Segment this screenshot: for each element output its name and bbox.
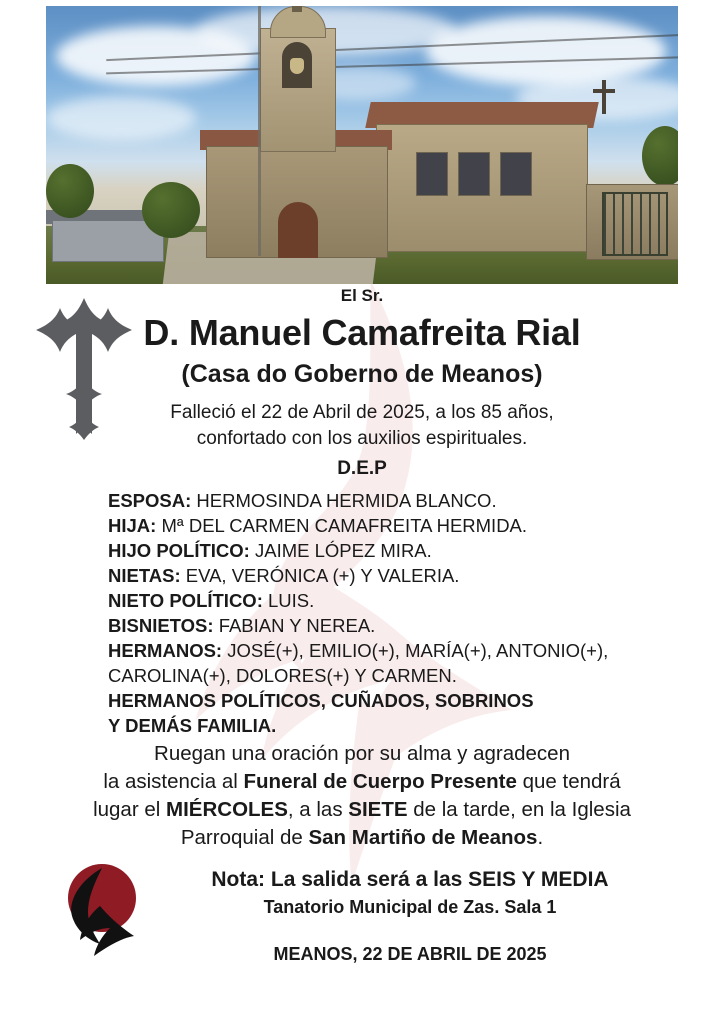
- death-line-2: confortado con los auxilios espirituales.: [196, 428, 528, 449]
- deceased-name: D. Manuel Camafreita Rial: [143, 312, 581, 353]
- family-label: HERMANOS POLÍTICOS, CUÑADOS, SOBRINOS: [108, 690, 534, 711]
- family-list: [108, 488, 628, 738]
- prayer-line-3-e: de la tarde, en la Iglesia: [407, 798, 631, 821]
- prayer-line-2-a: la asistencia al: [103, 770, 244, 793]
- prayer-line-4-c: .: [537, 826, 544, 849]
- dep-label: D.E.P: [337, 458, 387, 479]
- prayer-line-4-a: Parroquial de: [180, 826, 309, 849]
- funeral-day: MIÉRCOLES: [166, 798, 288, 821]
- funeral-announcement: [60, 740, 664, 852]
- family-row: [108, 613, 628, 638]
- prayer-line-3: [60, 796, 664, 824]
- family-row: [108, 488, 628, 513]
- prayer-line-3-c: , a las: [287, 798, 349, 821]
- family-row: [108, 663, 628, 688]
- departure-note: [150, 866, 670, 920]
- funeral-home: Tanatorio Municipal de Zas. Sala 1: [263, 897, 557, 917]
- church-photo: [46, 6, 678, 284]
- prayer-line-3-a: lugar el: [93, 798, 167, 821]
- family-label: HERMANOS:: [108, 640, 223, 661]
- family-value: EVA, VERÓNICA (+) Y VALERIA.: [185, 565, 460, 586]
- family-label: HIJO POLÍTICO:: [108, 540, 250, 561]
- family-row: [108, 538, 628, 563]
- family-label: NIETO POLÍTICO:: [108, 590, 263, 611]
- family-row: [108, 563, 628, 588]
- family-row: [108, 513, 628, 538]
- family-label: BISNIETOS:: [108, 615, 214, 636]
- family-value: CAROLINA(+), DOLORES(+) Y CARMEN.: [108, 665, 457, 686]
- funeral-time: SIETE: [348, 798, 408, 821]
- prayer-line-2-c: que tendrá: [516, 770, 621, 793]
- house-name: (Casa do Goberno de Meanos): [181, 360, 543, 388]
- family-value: JOSÉ(+), EMILIO(+), MARÍA(+), ANTONIO(+),: [227, 640, 609, 661]
- family-row: [108, 688, 628, 713]
- departure-time: Nota: La salida será a las SEIS Y MEDIA: [211, 868, 609, 891]
- family-value: FABIAN Y NEREA.: [218, 615, 376, 636]
- honorific-label: El Sr.: [340, 286, 384, 305]
- family-row: [108, 588, 628, 613]
- family-label: ESPOSA:: [108, 490, 192, 511]
- prayer-line-2: [60, 768, 664, 796]
- family-row: [108, 713, 628, 738]
- place-and-date: MEANOS, 22 DE ABRIL DE 2025: [273, 944, 547, 964]
- death-info: [0, 400, 724, 452]
- family-value: Mª DEL CARMEN CAMAFREITA HERMIDA.: [161, 515, 528, 536]
- family-row: [108, 638, 628, 663]
- parish-name: San Martiño de Meanos: [308, 826, 538, 849]
- prayer-line-1: Ruegan una oración por su alma y agradecen: [154, 742, 570, 765]
- death-line-1: Falleció el 22 de Abril de 2025, a los 85 años,: [170, 402, 554, 423]
- family-label: HIJA:: [108, 515, 157, 536]
- funeral-type: Funeral de Cuerpo Presente: [243, 770, 517, 793]
- prayer-line-4: [60, 824, 664, 852]
- family-value: LUIS.: [268, 590, 315, 611]
- family-value: JAIME LÓPEZ MIRA.: [254, 540, 432, 561]
- family-label: NIETAS:: [108, 565, 181, 586]
- family-label: Y DEMÁS FAMILIA.: [108, 715, 277, 736]
- funeral-dove-logo-icon: [50, 862, 160, 958]
- family-value: HERMOSINDA HERMIDA BLANCO.: [196, 490, 497, 511]
